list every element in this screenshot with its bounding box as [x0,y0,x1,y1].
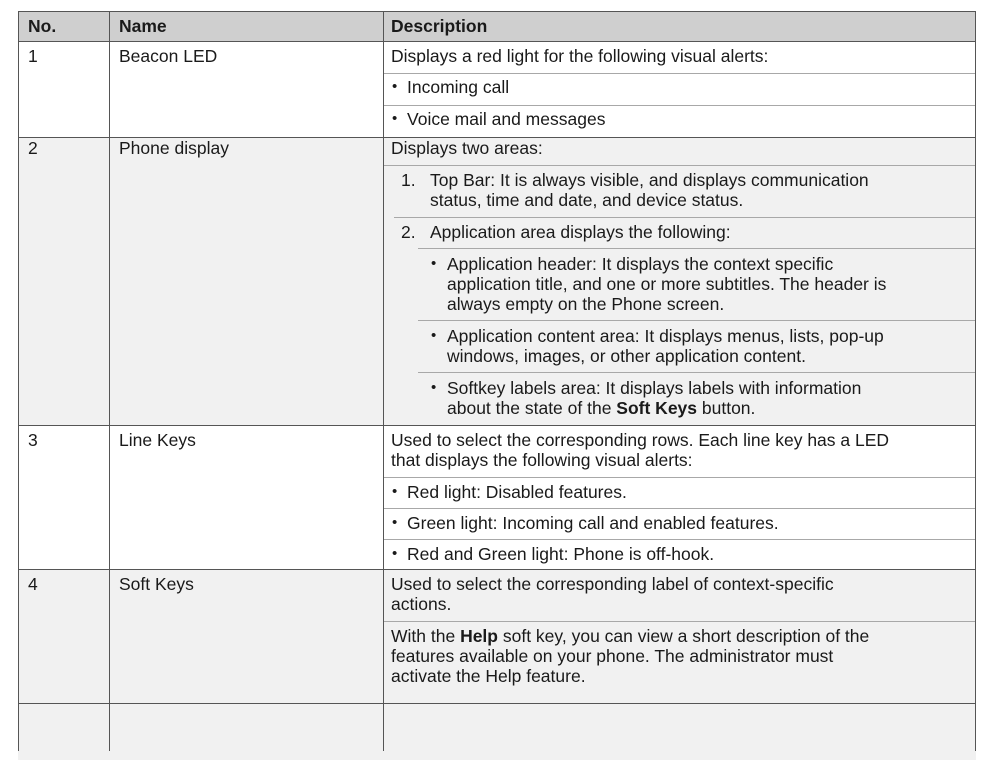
row-3-bullet-2: Green light: Incoming call and enabled features. [407,513,779,533]
row-3-intro-line-1: Used to select the corresponding rows. Each line key has a LED [391,430,890,450]
row-4-intro-line-2: actions. [391,594,452,614]
header-name: Name [119,16,167,36]
row-1-bullet-1: Incoming call [407,77,510,97]
row-4-name: Soft Keys [119,574,194,594]
text-plain: With the [391,626,461,646]
row-2-num-2-line-1: Application area displays the following: [430,222,731,242]
row-2-num-2: 2. [401,222,416,242]
row-3-intro-line-2: that displays the following visual alerts: [391,450,693,470]
row-4-separator [384,621,976,622]
row-2-sub-2-line-2: windows, images, or other application content. [447,346,806,366]
row-4-help-line-2: features available on your phone. The administrator must [391,646,834,666]
row-divider [18,569,976,570]
row-2-sub-1-line-3: always empty on the Phone screen. [447,294,725,314]
row-2-sub-1-line-2: application title, and one or more subtitles. The header is [447,274,887,294]
row-2-intro: Displays two areas: [391,138,543,158]
bullet-glyph: • [392,78,398,95]
row-3-separator [384,477,976,478]
row-2-separator [384,165,976,166]
column-divider [383,11,384,751]
table-border-right [975,11,976,751]
table-border-top [18,11,976,12]
row-2-num-1-line-1: Top Bar: It is always visible, and displays communication [430,170,869,190]
row-1-bullet-2: Voice mail and messages [407,109,606,129]
row-2-no: 2 [28,138,38,158]
bullet-glyph: • [392,110,398,127]
bullet-glyph: • [392,514,398,531]
text-plain: about the state of the [447,398,617,418]
bullet-glyph: • [392,483,398,500]
row-3-no: 3 [28,430,38,450]
bullet-glyph: • [431,255,437,272]
header-no: No. [28,16,57,36]
row-2-name: Phone display [119,138,229,158]
row-2-sub-3-line-2 [447,398,755,418]
row-2-separator [418,372,976,373]
row-divider [18,425,976,426]
row-2-num-1-line-2: status, time and date, and device status. [430,190,744,210]
bullet-glyph: • [431,327,437,344]
row-2-sub-2-line-1: Application content area: It displays menus, lists, pop-up [447,326,884,346]
soft-keys-bold-term: Soft Keys [616,398,698,418]
document-table [18,11,976,751]
row-divider [18,703,976,704]
row-2-separator [394,217,976,218]
column-divider [109,11,110,751]
row-divider [18,41,976,42]
row-3-name: Line Keys [119,430,196,450]
row-3-bullet-1: Red light: Disabled features. [407,482,627,502]
row-1-intro: Displays a red light for the following visual alerts: [391,46,769,66]
bullet-glyph: • [392,545,398,562]
help-bold-term: Help [460,626,498,646]
row-2-sub-3-line-1: Softkey labels area: It displays labels with information [447,378,862,398]
row-3-bullet-3: Red and Green light: Phone is off-hook. [407,544,715,564]
row-1-no: 1 [28,46,38,66]
row-2-separator [418,248,976,249]
row-4-help-line-1 [391,626,869,646]
row-2-sub-1-line-1: Application header: It displays the context specific [447,254,834,274]
header-description: Description [391,16,488,36]
text-plain: soft key, you can view a short description of the [498,626,870,646]
row-2-separator [418,320,976,321]
row-3-separator [384,539,976,540]
row-4-no: 4 [28,574,38,594]
row-4-help-line-3: activate the Help feature. [391,666,586,686]
row-4-intro-line-1: Used to select the corresponding label of context-specific [391,574,834,594]
row-divider [18,137,976,138]
text-plain: button. [697,398,756,418]
row-1-name: Beacon LED [119,46,218,66]
row-1-separator [384,73,976,74]
table-border-left [18,11,19,751]
row-3-separator [384,508,976,509]
row-2-num-1: 1. [401,170,416,190]
row-1-separator [384,105,976,106]
bullet-glyph: • [431,379,437,396]
